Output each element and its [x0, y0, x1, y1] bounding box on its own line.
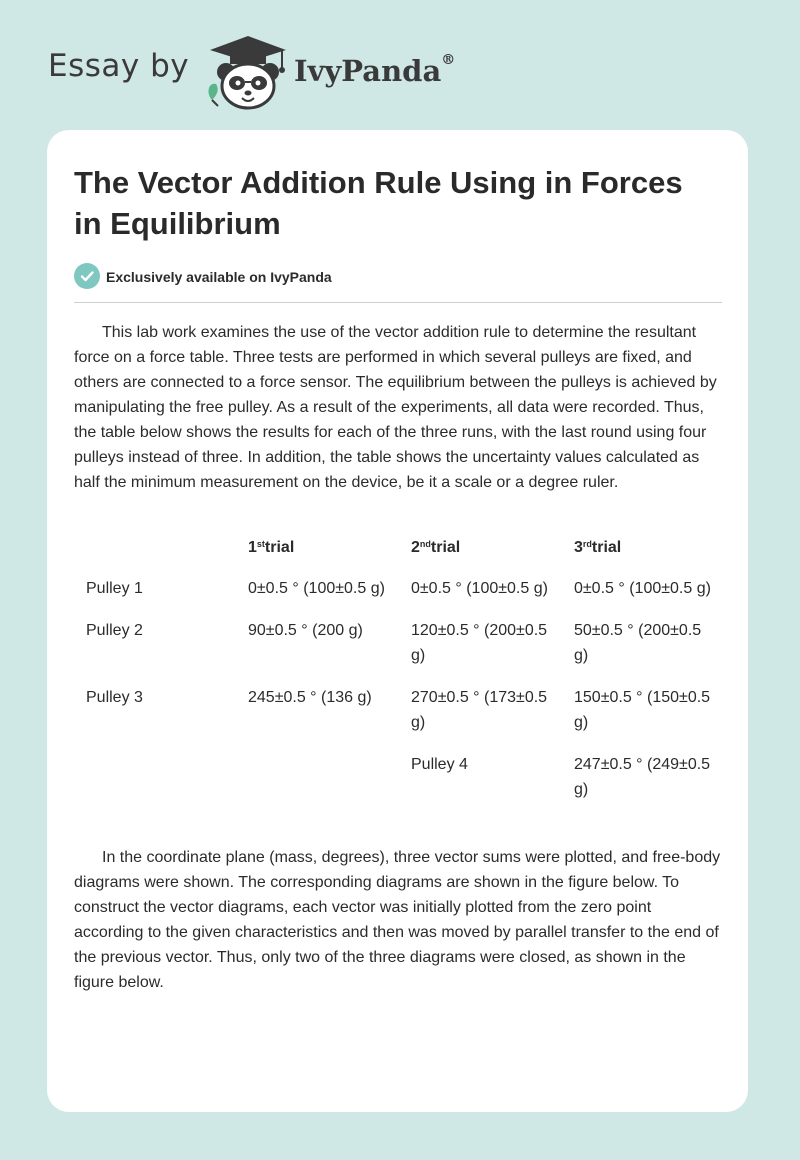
table-row	[74, 752, 724, 819]
brand-text: IvyPanda	[294, 54, 442, 88]
table-row	[74, 576, 724, 618]
brand-name[interactable]	[294, 54, 455, 88]
results-table	[74, 535, 724, 819]
table-cell: 270±0.5 ° (173±0.5 g)	[411, 689, 548, 731]
header-trial-2: 2ndtrial	[411, 539, 461, 556]
site-header	[48, 30, 648, 110]
table-cell: 0±0.5 ° (100±0.5 g)	[411, 580, 548, 597]
table-cell: Pulley 1	[86, 580, 143, 597]
header-trial-3: 3rdtrial	[574, 539, 622, 556]
table-cell: 245±0.5 ° (136 g)	[248, 689, 372, 706]
table-cell: Pulley 3	[86, 689, 143, 706]
table-cell: 90±0.5 ° (200 g)	[248, 622, 363, 639]
header-empty	[74, 535, 236, 576]
check-circle-icon	[74, 263, 100, 289]
table-cell: 120±0.5 ° (200±0.5 g)	[411, 622, 548, 664]
table-cell: 50±0.5 ° (200±0.5 g)	[574, 622, 702, 664]
table-cell: 0±0.5 ° (100±0.5 g)	[574, 580, 711, 597]
article-card	[47, 130, 748, 1112]
table-cell: 150±0.5 ° (150±0.5 g)	[574, 689, 711, 731]
table-cell: Pulley 4	[411, 756, 468, 773]
table-header-row	[74, 535, 724, 576]
header-trial-1: 1sttrial	[248, 539, 295, 556]
badge-label: Exclusively available on IvyPanda	[106, 269, 332, 285]
diagram-paragraph: In the coordinate plane (mass, degrees), three vector sums were plotted, and free-body diagrams were shown. The corresponding diagrams are shown in the figure below. To construct the vector diagrams, each vector was initially plotted from the zero point according to the given characteristics and then was moved by parallel transfer to the end of the previous vector. Thus, only two of the three diagrams were closed, as shown in the figure below.	[74, 849, 721, 991]
table-cell: Pulley 2	[86, 622, 143, 639]
intro-paragraph: This lab work examines the use of the vector addition rule to determine the resultant force on a force table. Three tests are performed in which several pulleys are fixed, and others are connected to a force sensor. The equilibrium between the pulleys is achieved by manipulating the free pulley. As a result of the experiments, all data were recorded. Thus, the table below shows the results for each of the three runs, with the last round using four pulleys instead of three. In addition, the table shows the uncertainty values calculated as half the minimum measurement on the device, be it a scale or a degree ruler.	[74, 324, 717, 491]
table-row	[74, 685, 724, 752]
table-cell	[74, 752, 236, 819]
panda-graduate-icon[interactable]	[202, 32, 294, 112]
divider	[74, 302, 722, 303]
table-cell	[236, 752, 399, 819]
table-cell: 0±0.5 ° (100±0.5 g)	[248, 580, 385, 597]
table-cell: 247±0.5 ° (249±0.5 g)	[574, 756, 711, 798]
table-row	[74, 618, 724, 685]
page-title: The Vector Addition Rule Using in Forces in Equilibrium	[74, 165, 683, 241]
essay-by-text: Essay by	[48, 48, 190, 84]
registered-mark: ®	[441, 52, 456, 68]
